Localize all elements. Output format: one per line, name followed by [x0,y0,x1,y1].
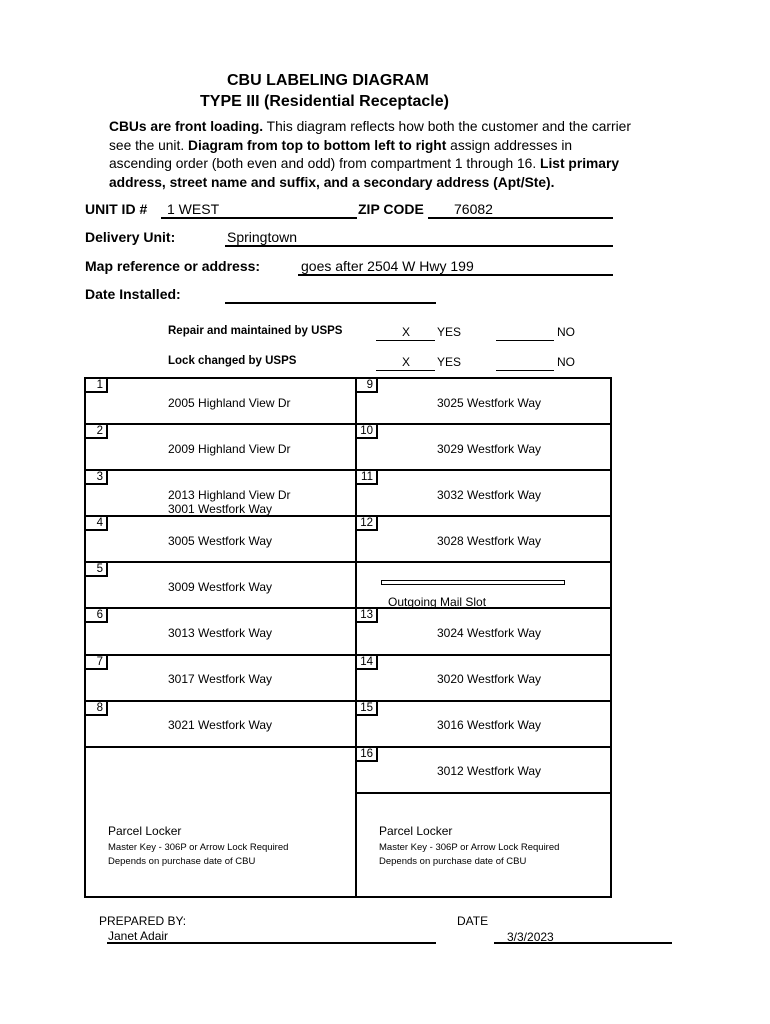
form-title: CBU LABELING DIAGRAM [227,72,429,89]
compartment-address: 3028 Westfork Way [437,534,542,548]
row-divider [84,561,357,563]
compartment-number: 10 [357,425,378,439]
repair-yes-underline [376,340,435,341]
form-subtitle: TYPE III (Residential Receptacle) [200,93,449,110]
parcel-locker-label: Parcel Locker [379,824,453,838]
compartment-address: 3029 Westfork Way [437,442,542,456]
compartment-address: 3005 Westfork Way [168,534,273,548]
row-divider [355,561,612,563]
row-divider [84,654,357,656]
date-label: DATE [457,914,489,928]
lock-yes-underline [376,370,435,371]
date-installed-label: Date Installed: [85,286,181,302]
zip-code-value[interactable]: 76082 [454,201,493,217]
unit-id-underline [161,217,357,219]
instructions-text-2: assign addresses in ascending order (both even and odd) from compartment 1 through 16. [109,137,573,171]
compartment-address: 3025 Westfork Way [437,396,542,410]
compartment-address: 3009 Westfork Way [168,580,273,594]
compartment-address: 3001 Westfork Way [168,502,273,516]
date-underline [494,942,672,944]
zip-code-underline [428,217,613,219]
row-divider [84,423,357,425]
compartment-number: 1 [86,379,108,393]
row-divider [355,654,612,656]
prepared-by-label: PREPARED BY: [99,914,187,928]
compartment-number: 3 [86,471,108,485]
compartment-number: 15 [357,702,378,716]
row-divider [355,469,612,471]
instructions-paragraph [109,118,634,192]
row-divider [355,746,612,748]
compartment-number: 13 [357,609,378,623]
repair-no-underline [496,340,554,341]
row-divider [84,469,357,471]
parcel-locker-key-note: Master Key - 306P or Arrow Lock Required [108,842,289,853]
parcel-locker-key-note: Master Key - 306P or Arrow Lock Required [379,842,560,853]
compartment-address: 2005 Highland View Dr [168,396,291,410]
delivery-unit-value[interactable]: Springtown [227,229,298,245]
instructions-bold-1: CBUs are front loading. [109,119,264,134]
compartment-address: 3016 Westfork Way [437,718,542,732]
row-divider [355,792,612,794]
compartment-address: 3013 Westfork Way [168,626,273,640]
compartment-address: 3021 Westfork Way [168,718,273,732]
compartment-address: 3020 Westfork Way [437,672,542,686]
lock-no-underline [496,370,554,371]
repair-maintained-label: Repair and maintained by USPS [168,325,343,337]
row-divider [84,700,357,702]
map-reference-label: Map reference or address: [85,258,261,274]
map-reference-value[interactable]: goes after 2504 W Hwy 199 [301,258,474,274]
instructions-bold-2: Diagram from top to bottom left to right [188,137,447,153]
compartment-address: 3017 Westfork Way [168,672,273,686]
outgoing-mail-slot-label: Outgoing Mail Slot [388,595,487,609]
prepared-by-value[interactable]: Janet Adair [108,929,169,943]
prepared-by-underline [107,942,436,944]
lock-no-label: NO [557,355,575,369]
compartment-number: 2 [86,425,108,439]
compartment-number: 12 [357,517,378,531]
compartment-address: 3032 Westfork Way [437,488,542,502]
compartment-address: 3012 Westfork Way [437,764,542,778]
delivery-unit-label: Delivery Unit: [85,229,176,245]
compartment-number: 7 [86,656,108,670]
delivery-unit-underline [225,245,613,247]
unit-id-label: UNIT ID # [85,201,148,217]
repair-yes-mark[interactable]: X [402,325,411,339]
lock-yes-mark[interactable]: X [402,355,411,369]
repair-yes-label: YES [437,325,462,339]
compartment-address: 3024 Westfork Way [437,626,542,640]
row-divider [84,607,357,609]
instructions-bold-3: List primary address, street name and suffix, and a secondary address (Apt/Ste). [109,156,620,190]
repair-no-label: NO [557,325,575,339]
parcel-locker-label: Parcel Locker [108,824,182,838]
date-installed-underline [225,302,436,304]
row-divider [355,515,612,517]
compartment-number: 5 [86,563,108,577]
outgoing-mail-slot [381,580,565,585]
compartment-number: 8 [86,702,108,716]
map-reference-underline [298,274,613,276]
unit-id-value[interactable]: 1 WEST [167,201,220,217]
compartment-number: 4 [86,517,108,531]
compartment-address: 2013 Highland View Dr [168,488,291,502]
lock-changed-label: Lock changed by USPS [168,355,297,367]
compartment-number: 14 [357,656,378,670]
compartment-address: 2009 Highland View Dr [168,442,291,456]
date-value[interactable]: 3/3/2023 [507,930,554,944]
compartment-number: 9 [357,379,378,393]
lock-yes-label: YES [437,355,462,369]
compartment-number: 16 [357,748,378,762]
parcel-locker-date-note: Depends on purchase date of CBU [108,856,256,867]
parcel-locker-date-note: Depends on purchase date of CBU [379,856,527,867]
zip-code-label: ZIP CODE [358,201,424,217]
row-divider [84,746,357,748]
row-divider [355,423,612,425]
compartment-number: 11 [357,471,378,485]
cbu-center-divider [355,377,357,898]
row-divider [355,700,612,702]
compartment-number: 6 [86,609,108,623]
instructions-text-1: This diagram reflects how both the customer and the carrier see the unit. [109,119,631,153]
